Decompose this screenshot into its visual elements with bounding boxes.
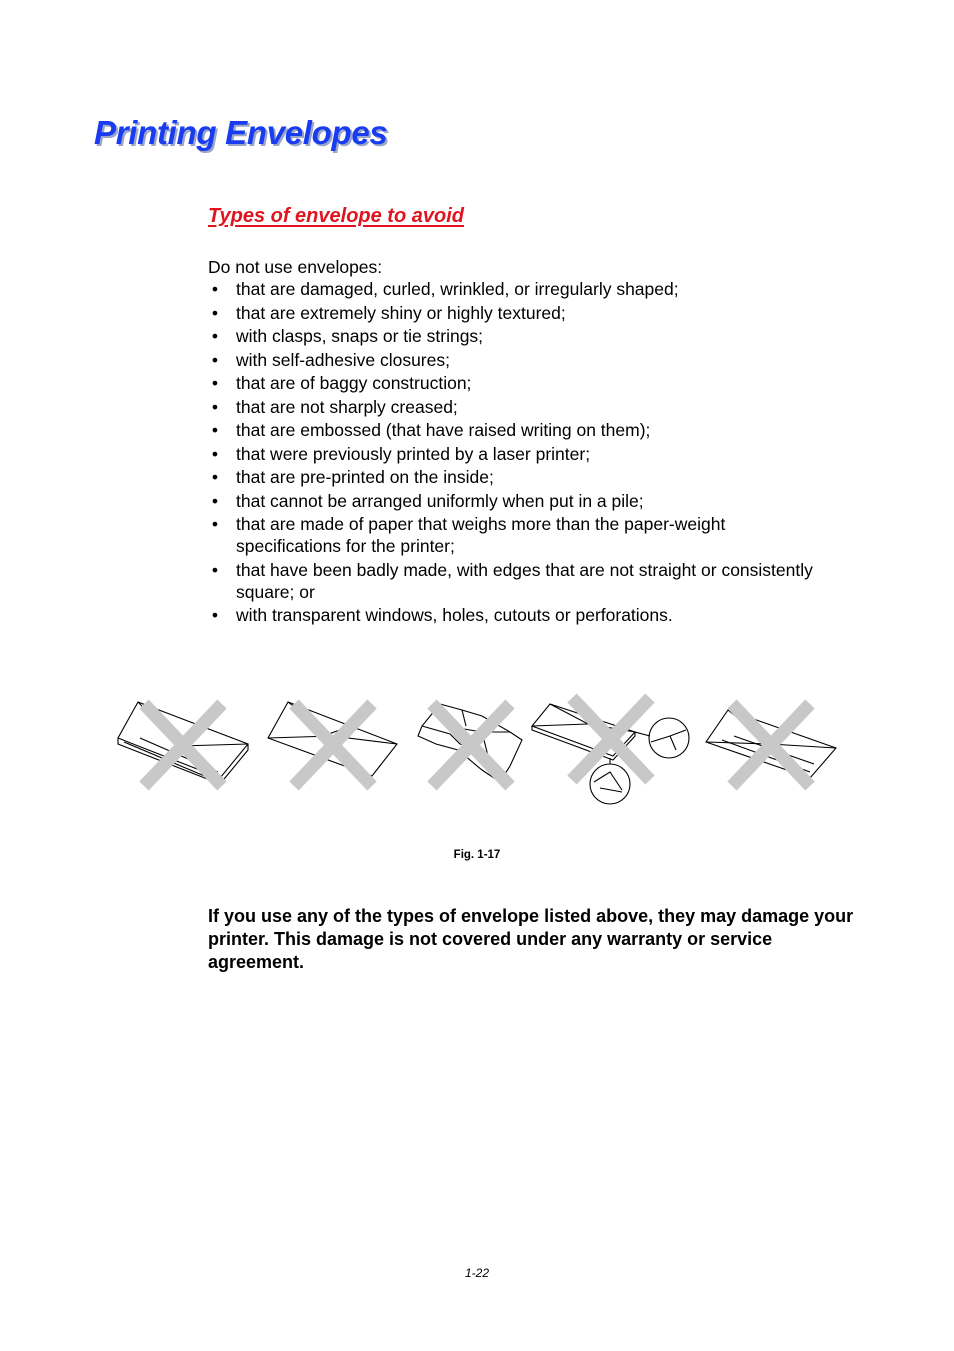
list-item-text: that are extremely shiny or highly textured;	[236, 302, 566, 323]
list-item-text: that are not sharply creased;	[236, 396, 458, 417]
list-item	[208, 349, 818, 371]
bullet-icon: •	[211, 326, 219, 346]
list-item	[208, 278, 818, 300]
bullet-icon: •	[211, 467, 219, 487]
list-item-text: with clasps, snaps or tie strings;	[236, 326, 484, 346]
list-item-text: that have been badly made, with edges that are not straight or consistently square; or	[236, 559, 813, 602]
list-item	[208, 302, 818, 324]
list-item	[208, 559, 818, 603]
list-item-text: that are damaged, curled, wrinkled, or irregularly shaped;	[236, 279, 679, 299]
envelope-figure	[110, 688, 850, 812]
bullet-icon: •	[211, 349, 219, 370]
intro-text: Do not use envelopes:	[208, 257, 383, 277]
figure-caption: Fig. 1-17	[453, 849, 501, 861]
list-item-text: with self-adhesive closures;	[236, 349, 450, 370]
page-title: Printing Envelopes	[94, 114, 388, 151]
bullet-icon: •	[211, 279, 219, 299]
warning-text: If you use any of the types of envelope listed above, they may damage your printer. This damage is not covered under any warranty or service agreement.	[208, 906, 854, 972]
page-number: 1-22	[464, 1266, 490, 1280]
list-item	[208, 396, 818, 418]
bullet-icon: •	[211, 514, 219, 534]
bullet-icon: •	[211, 559, 219, 580]
list-item	[208, 419, 818, 441]
bullet-icon: •	[211, 443, 219, 464]
list-item-text: that were previously printed by a laser printer;	[236, 443, 591, 464]
list-item	[208, 490, 818, 512]
bullet-icon: •	[211, 302, 219, 323]
section-heading: Types of envelope to avoid	[208, 205, 464, 227]
list-item-text: that are of baggy construction;	[236, 373, 472, 393]
list-item-text: that cannot be arranged uniformly when put in a pile;	[236, 490, 644, 511]
bullet-icon: •	[211, 605, 219, 625]
list-item-text: that are pre-printed on the inside;	[236, 467, 494, 487]
list-item	[208, 513, 818, 557]
bullet-icon: •	[211, 490, 219, 511]
list-item	[208, 325, 818, 347]
bullet-icon: •	[211, 373, 219, 393]
list-item-text: that are embossed (that have raised writing on them);	[236, 420, 651, 440]
avoid-list	[208, 278, 818, 628]
bullet-icon: •	[211, 396, 219, 417]
list-item-text: that are made of paper that weighs more than the paper-weight specifications for the printer;	[236, 514, 726, 556]
list-item	[208, 372, 818, 394]
list-item-text: with transparent windows, holes, cutouts or perforations.	[236, 605, 673, 625]
bullet-icon: •	[211, 420, 219, 440]
list-item	[208, 604, 818, 626]
list-item	[208, 466, 818, 488]
list-item	[208, 443, 818, 465]
envelope-not-creased-icon	[532, 704, 689, 804]
